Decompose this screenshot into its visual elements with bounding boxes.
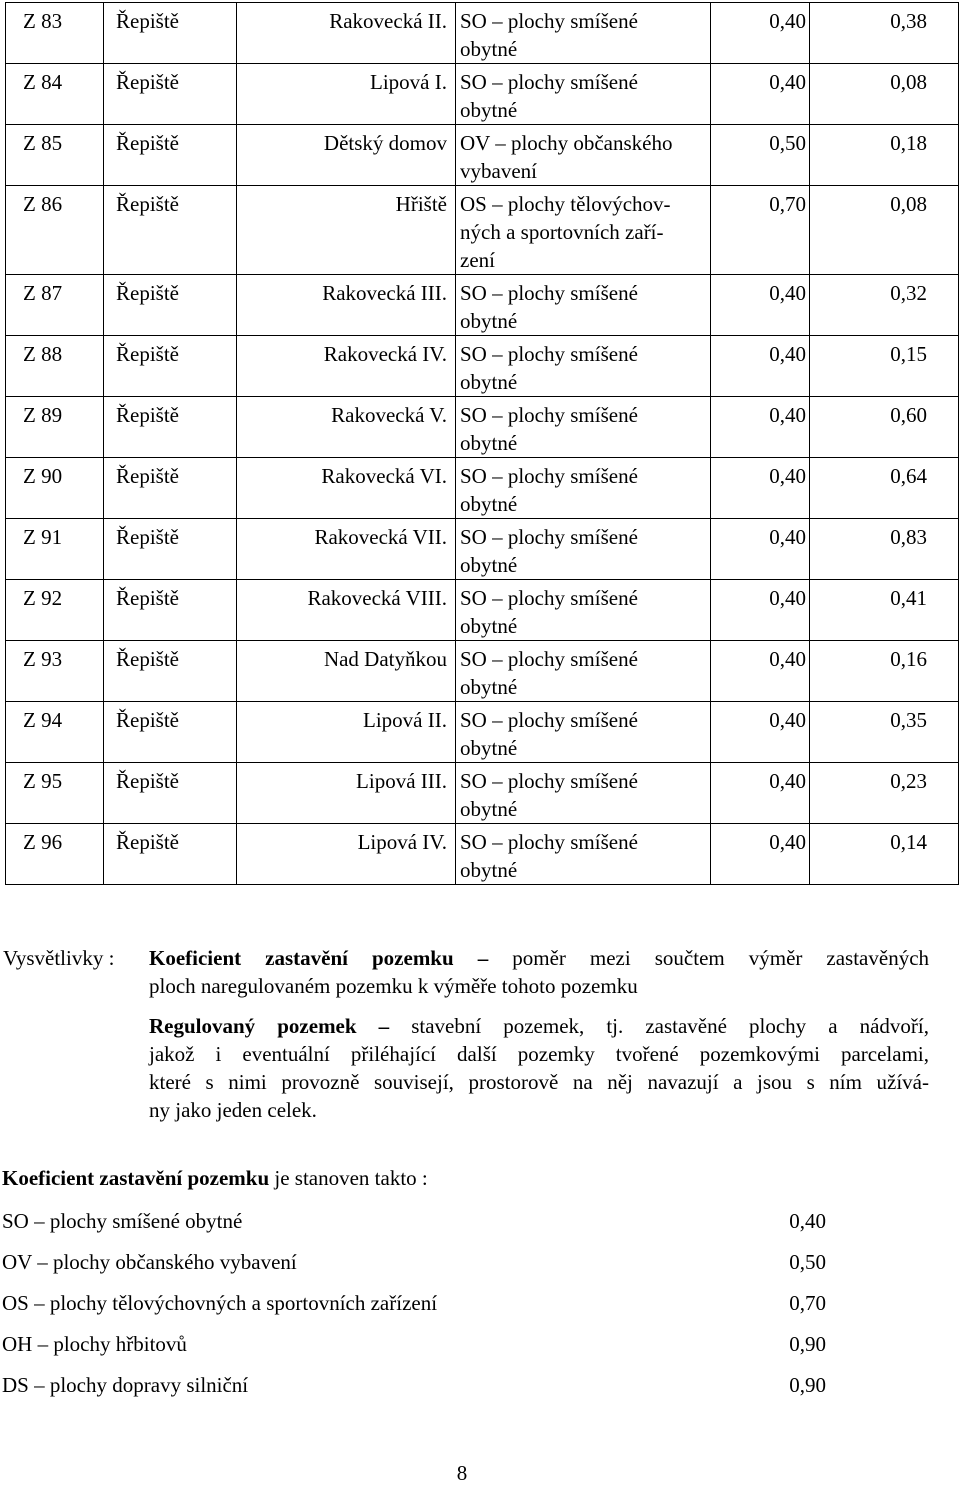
table-row: [6, 125, 959, 186]
coefficient-value: 0,40: [789, 1209, 826, 1233]
zone-land-use-line: SO – plochy smíšené: [460, 525, 638, 549]
zone-land-use-line: OS – plochy tělovýchov-: [460, 192, 671, 216]
zone-land-use: [456, 3, 711, 64]
zone-code: Z 84: [6, 64, 104, 125]
zone-locality: Řepiště: [104, 763, 237, 824]
legend-definition-line: [149, 1012, 929, 1040]
zone-land-use-line: obytné: [460, 492, 518, 516]
zone-land-use: [456, 580, 711, 641]
legend-definition-line: ploch naregulovaném pozemku k výměře tohoto pozemku: [149, 974, 638, 998]
table-row: [6, 458, 959, 519]
coefficient-label: OH – plochy hřbitovů: [2, 1332, 187, 1356]
zone-name: Dětský domov: [237, 125, 456, 186]
zone-name: Rakovecká V.: [237, 397, 456, 458]
coefficient-value: 0,50: [789, 1250, 826, 1274]
zone-coefficient: 0,40: [711, 641, 810, 702]
zone-land-use-line: SO – plochy smíšené: [460, 464, 638, 488]
zone-coefficient: 0,40: [711, 763, 810, 824]
table-row: [6, 580, 959, 641]
zone-coefficient: 0,40: [711, 275, 810, 336]
legend-dash: –: [477, 946, 489, 970]
coefficient-row: [2, 1289, 832, 1330]
zone-code: Z 92: [6, 580, 104, 641]
coefficient-heading-rest: je stanoven takto :: [274, 1166, 428, 1190]
zone-name: Lipová III.: [237, 763, 456, 824]
zone-code: Z 87: [6, 275, 104, 336]
coefficient-row: [2, 1207, 832, 1248]
zone-land-use-line: obytné: [460, 309, 518, 333]
table-row: [6, 641, 959, 702]
legend-label: Vysvětlivky :: [3, 946, 115, 970]
zone-land-use-line: obytné: [460, 431, 518, 455]
zone-area: 0,18: [810, 125, 959, 186]
zone-name: Rakovecká III.: [237, 275, 456, 336]
zone-name: Nad Datyňkou: [237, 641, 456, 702]
zone-code: Z 89: [6, 397, 104, 458]
zone-land-use-line: zení: [460, 248, 495, 272]
zone-code: Z 91: [6, 519, 104, 580]
zone-locality: Řepiště: [104, 186, 237, 275]
zone-area: 0,23: [810, 763, 959, 824]
zone-coefficient: 0,40: [711, 458, 810, 519]
table-row: [6, 702, 959, 763]
table-row: [6, 186, 959, 275]
zone-locality: Řepiště: [104, 336, 237, 397]
table-row: [6, 824, 959, 885]
zone-area: 0,83: [810, 519, 959, 580]
zone-area: 0,41: [810, 580, 959, 641]
zone-code: Z 90: [6, 458, 104, 519]
zone-land-use: [456, 397, 711, 458]
zone-land-use: [456, 458, 711, 519]
coefficient-label: SO – plochy smíšené obytné: [2, 1209, 243, 1233]
zone-area: 0,14: [810, 824, 959, 885]
coefficient-row: [2, 1248, 832, 1289]
zone-land-use-line: obytné: [460, 37, 518, 61]
coefficient-row: [2, 1330, 832, 1371]
zone-code: Z 83: [6, 3, 104, 64]
zone-land-use-line: ných a sportovních zaří-: [460, 220, 664, 244]
zone-coefficient: 0,70: [711, 186, 810, 275]
coefficient-heading-bold: Koeficient zastavění pozemku: [2, 1166, 270, 1190]
zone-land-use-line: SO – plochy smíšené: [460, 70, 638, 94]
zone-code: Z 93: [6, 641, 104, 702]
zone-land-use-line: SO – plochy smíšené: [460, 342, 638, 366]
zone-land-use: [456, 519, 711, 580]
zone-name: Lipová IV.: [237, 824, 456, 885]
zone-code: Z 88: [6, 336, 104, 397]
coefficient-value: 0,70: [789, 1291, 826, 1315]
zone-area: 0,08: [810, 186, 959, 275]
zone-land-use-line: obytné: [460, 797, 518, 821]
zone-name: Lipová II.: [237, 702, 456, 763]
zone-name: Hřiště: [237, 186, 456, 275]
zone-land-use: [456, 702, 711, 763]
table-row: [6, 763, 959, 824]
coefficient-heading: [2, 1166, 428, 1191]
coefficient-label: OV – plochy občanského vybavení: [2, 1250, 297, 1274]
zone-land-use-line: OV – plochy občanského: [460, 131, 673, 155]
table-row: [6, 64, 959, 125]
zone-land-use: [456, 763, 711, 824]
zone-land-use: [456, 186, 711, 275]
legend-definition-coefficient: [149, 944, 929, 1000]
table-row: [6, 3, 959, 64]
zone-code: Z 94: [6, 702, 104, 763]
coefficient-row: [2, 1371, 832, 1412]
zone-coefficient: 0,40: [711, 702, 810, 763]
zones-table-body: [6, 3, 959, 885]
zone-locality: Řepiště: [104, 580, 237, 641]
zone-coefficient: 0,40: [711, 580, 810, 641]
table-row: [6, 519, 959, 580]
zone-locality: Řepiště: [104, 519, 237, 580]
zone-code: Z 86: [6, 186, 104, 275]
zone-coefficient: 0,40: [711, 519, 810, 580]
zone-coefficient: 0,40: [711, 336, 810, 397]
zone-land-use-line: obytné: [460, 614, 518, 638]
zone-coefficient: 0,40: [711, 397, 810, 458]
zone-area: 0,64: [810, 458, 959, 519]
zone-name: Rakovecká VII.: [237, 519, 456, 580]
page-number: 8: [456, 1461, 468, 1485]
legend-term: Koeficient zastavění pozemku: [149, 946, 454, 970]
zone-land-use-line: SO – plochy smíšené: [460, 403, 638, 427]
table-row: [6, 397, 959, 458]
zone-land-use-line: SO – plochy smíšené: [460, 281, 638, 305]
legend-term: Regulovaný pozemek: [149, 1014, 357, 1038]
zone-land-use-line: obytné: [460, 553, 518, 577]
coefficient-label: OS – plochy tělovýchovných a sportovních zařízení: [2, 1291, 438, 1315]
zone-locality: Řepiště: [104, 824, 237, 885]
zone-locality: Řepiště: [104, 641, 237, 702]
zone-name: Rakovecká VI.: [237, 458, 456, 519]
zone-land-use: [456, 641, 711, 702]
zone-locality: Řepiště: [104, 275, 237, 336]
zone-coefficient: 0,40: [711, 3, 810, 64]
zone-land-use-line: vybavení: [460, 159, 537, 183]
coefficient-label: DS – plochy dopravy silniční: [2, 1373, 249, 1397]
zone-land-use-line: obytné: [460, 675, 518, 699]
zone-locality: Řepiště: [104, 125, 237, 186]
zone-locality: Řepiště: [104, 64, 237, 125]
zone-area: 0,60: [810, 397, 959, 458]
zone-land-use-line: obytné: [460, 736, 518, 760]
zone-name: Rakovecká IV.: [237, 336, 456, 397]
zone-locality: Řepiště: [104, 458, 237, 519]
zone-land-use-line: SO – plochy smíšené: [460, 9, 638, 33]
zone-name: Rakovecká VIII.: [237, 580, 456, 641]
zone-land-use-line: SO – plochy smíšené: [460, 586, 638, 610]
zone-land-use: [456, 125, 711, 186]
legend-text: poměr mezi součtem výměr zastavěných: [512, 946, 930, 970]
zone-land-use: [456, 64, 711, 125]
legend-definition-line: jakož i eventuální přiléhající další pozemky tvořené pozemkovými parcelami,: [149, 1042, 929, 1066]
zone-land-use-line: obytné: [460, 858, 518, 882]
table-row: [6, 275, 959, 336]
zone-land-use-line: obytné: [460, 98, 518, 122]
zone-land-use: [456, 824, 711, 885]
legend-definition-line: ny jako jeden celek.: [149, 1098, 317, 1122]
table-row: [6, 336, 959, 397]
zone-coefficient: 0,40: [711, 824, 810, 885]
zone-land-use-line: SO – plochy smíšené: [460, 708, 638, 732]
zone-land-use: [456, 336, 711, 397]
zone-coefficient: 0,40: [711, 64, 810, 125]
coefficient-list: [2, 1207, 832, 1412]
legend-definition-line: [149, 944, 929, 972]
zone-locality: Řepiště: [104, 702, 237, 763]
zone-code: Z 95: [6, 763, 104, 824]
zone-area: 0,32: [810, 275, 959, 336]
coefficient-value: 0,90: [789, 1373, 826, 1397]
zone-land-use-line: SO – plochy smíšené: [460, 647, 638, 671]
legend-dash: –: [378, 1014, 390, 1038]
zone-land-use-line: SO – plochy smíšené: [460, 769, 638, 793]
zones-table: [5, 2, 959, 885]
zone-land-use-line: obytné: [460, 370, 518, 394]
zone-area: 0,08: [810, 64, 959, 125]
zone-locality: Řepiště: [104, 3, 237, 64]
zone-coefficient: 0,50: [711, 125, 810, 186]
zone-code: Z 96: [6, 824, 104, 885]
zone-name: Rakovecká II.: [237, 3, 456, 64]
zone-name: Lipová I.: [237, 64, 456, 125]
zone-land-use: [456, 275, 711, 336]
zone-code: Z 85: [6, 125, 104, 186]
zone-area: 0,35: [810, 702, 959, 763]
zone-locality: Řepiště: [104, 397, 237, 458]
legend-text: stavební pozemek, tj. zastavěné plochy a nádvoří,: [411, 1014, 929, 1038]
coefficient-value: 0,90: [789, 1332, 826, 1356]
zone-land-use-line: SO – plochy smíšené: [460, 830, 638, 854]
zone-area: 0,15: [810, 336, 959, 397]
zone-area: 0,38: [810, 3, 959, 64]
zone-area: 0,16: [810, 641, 959, 702]
legend-definition-regulated-plot: [149, 1012, 929, 1124]
legend-definition-line: které s nimi provozně souvisejí, prostorově na něj navazují a jsou s ním užívá-: [149, 1070, 929, 1094]
